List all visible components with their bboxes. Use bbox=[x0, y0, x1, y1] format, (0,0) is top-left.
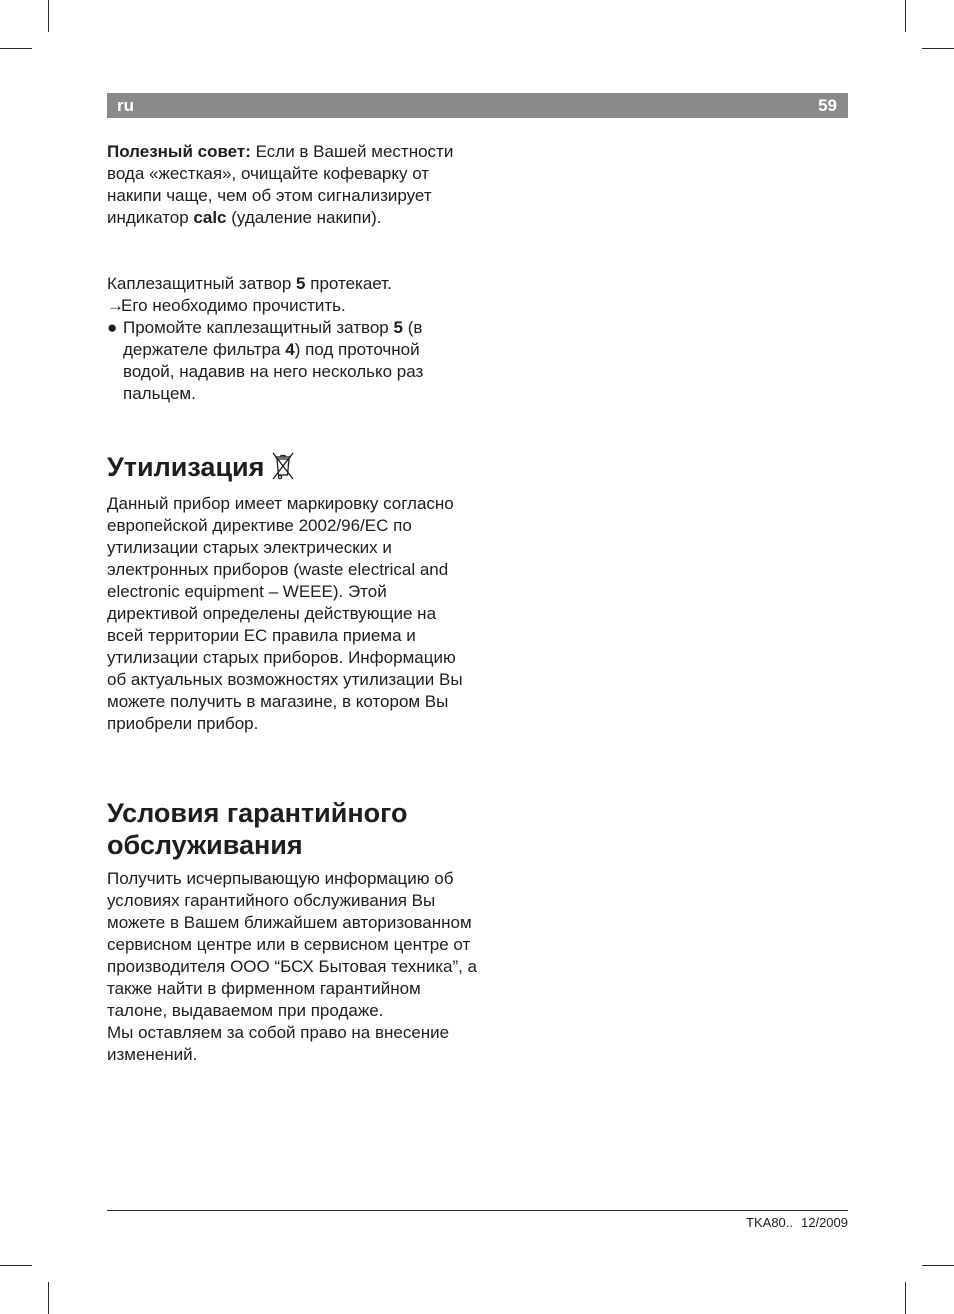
model-code: TKA80.. bbox=[746, 1215, 793, 1230]
part-number: 4 bbox=[285, 340, 295, 359]
crop-mark bbox=[48, 1282, 49, 1314]
disposal-paragraph: Данный прибор имеет маркировку согласно европейской директиве 2002/96/EC по утилизации старых электрических и электронных приборов (waste electrical and electronic equipment – WEEE). Этой директивой определены действующие на всей территории ЕС правила приема и утилизации старых приборов. Информацию об актуальных возможностях утилизации Вы можете получить в магазине, в котором Вы приобрели прибор. bbox=[107, 494, 463, 733]
page-number: 59 bbox=[818, 96, 837, 115]
tip-section bbox=[107, 141, 467, 229]
calc-indicator-label: calc bbox=[193, 208, 227, 227]
warranty-paragraph: Получить исчерпывающую информацию об условиях гарантийного обслуживания Вы можете в Вашем ближайшем авторизованном сервисном центре или в сервисном центре от производителя ООО “БСХ Бытовая техника”, а также найти в фирменном гарантийном талоне, выдаваемом при продаже. bbox=[107, 869, 478, 1020]
footer bbox=[738, 1215, 848, 1230]
problem-line bbox=[107, 273, 467, 295]
language-code: ru bbox=[117, 96, 134, 115]
disposal-heading bbox=[107, 451, 296, 488]
tip-text: Если в Вашей местности вода «жесткая», очищайте кофеварку от накипи чаще, чем об этом сигнализирует индикатор bbox=[107, 142, 454, 227]
drip-stop-section bbox=[107, 273, 467, 405]
page-header-bar bbox=[107, 93, 848, 118]
crop-mark bbox=[922, 48, 954, 49]
disposal-section bbox=[107, 493, 467, 735]
edition-date: 12/2009 bbox=[801, 1215, 848, 1230]
solution-line bbox=[107, 295, 467, 317]
tip-text-end: (удаление накипи). bbox=[226, 208, 382, 227]
crop-mark bbox=[0, 1265, 32, 1266]
warranty-heading: Условия гарантийного обслуживания bbox=[107, 798, 408, 860]
disposal-heading-text: Утилизация bbox=[107, 452, 265, 482]
problem-text: Каплезащитный затвор bbox=[107, 274, 297, 293]
crossed-out-wheelie-bin-icon bbox=[270, 451, 296, 488]
solution-text: Его необходимо прочистить. bbox=[121, 296, 346, 315]
arrow-icon: → bbox=[107, 296, 124, 315]
bullet-icon: ● bbox=[107, 318, 118, 337]
tip-paragraph bbox=[107, 141, 467, 229]
crop-mark bbox=[48, 0, 49, 32]
problem-text-end: протекает. bbox=[305, 274, 392, 293]
crop-mark bbox=[0, 48, 32, 49]
warranty-section bbox=[107, 868, 477, 1066]
step-text: (в держателе фильтра bbox=[123, 318, 423, 359]
step-text: Промойте каплезащитный затвор bbox=[123, 318, 394, 337]
crop-mark bbox=[905, 0, 906, 32]
crop-mark bbox=[922, 1265, 954, 1266]
crop-mark bbox=[905, 1282, 906, 1314]
part-number: 5 bbox=[296, 274, 306, 293]
tip-label: Полезный совет: bbox=[107, 142, 251, 161]
reservation-paragraph: Мы оставляем за собой право на внесение изменений. bbox=[107, 1023, 450, 1064]
part-number: 5 bbox=[393, 318, 403, 337]
footer-divider bbox=[107, 1210, 848, 1211]
instruction-step bbox=[107, 317, 467, 405]
step-text: ) под проточной водой, надавив на него несколько раз пальцем. bbox=[123, 340, 424, 403]
